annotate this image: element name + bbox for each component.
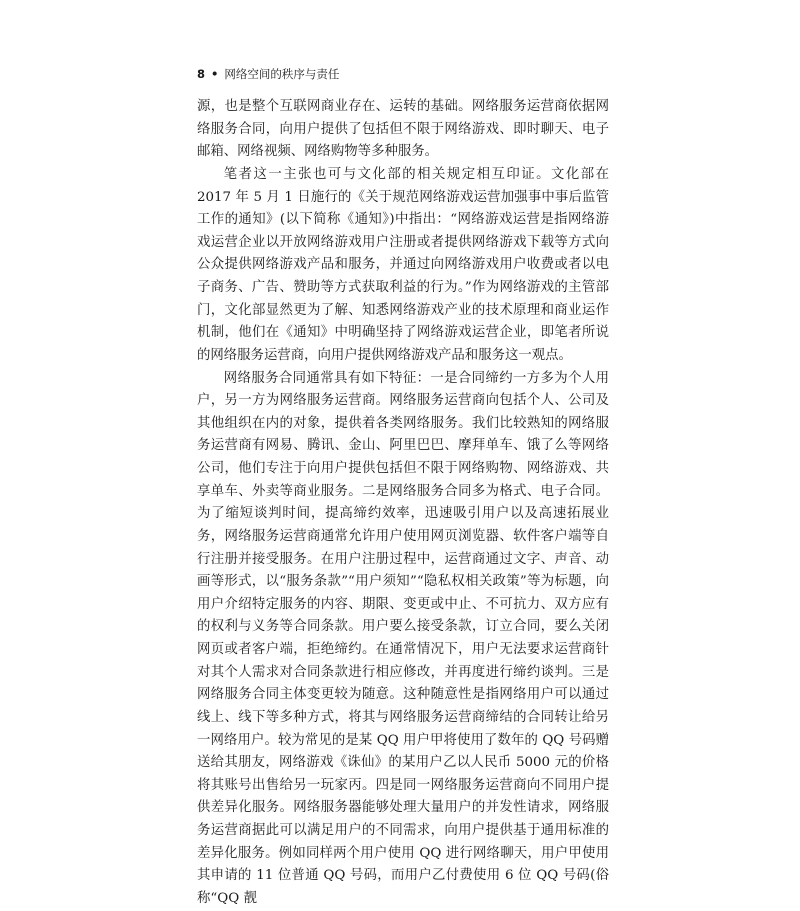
paragraph: 笔者这一主张也可与文化部的相关规定相互印证。文化部在 2017 年 5 月 1 日施行的《关于规范网络游戏运营加强事中事后监管工作的通知》(以下简称《通知》)中指出：“网络游戏运营是指网络游戏运营企业以开放网络游戏用户注册或者提供网络游戏下载等方式向公众提供网络游戏产品和服务，并通过向网络游戏用户收费或者以电子商务、广告、赞助等方式获取利益的行为。”作为网络游戏的主管部门，文化部显然更为了解、知悉网络游戏产业的技术原理和商业运作机制，他们在《通知》中明确坚持了网络游戏运营企业，即笔者所说的网络服务运营商，向用户提供网络游戏产品和服务这一观点。 — [197, 166, 609, 363]
page-number: 8 — [197, 67, 206, 81]
header-separator: • — [211, 67, 219, 81]
paragraph: 网络服务合同通常具有如下特征：一是合同缔约一方多为个人用户，另一方为网络服务运营商。网络服务运营商向包括个人、公司及其他组织在内的对象，提供着各类网络服务。我们比较熟知的网络服务运营商有网易、腾讯、金山、阿里巴巴、摩拜单车、饿了么等网络公司，他们专注于向用户提供包括但不限于网络购物、网络游戏、共享单车、外卖等商业服务。二是网络服务合同多为格式、电子合同。为了缩短谈判时间，提高缔约效率，迅速吸引用户以及高速拓展业务，网络服务运营商通常允许用户使用网页浏览器、软件客户端等自行注册并接受服务。在用户注册过程中，运营商通过文字、声音、动画等形式，以“服务条款”“用户须知”“隐私权相关政策”等为标题，向用户介绍特定服务的内容、期限、变更或中止、不可抗力、双方应有的权利与义务等合同条款。用户要么接受条款，订立合同，要么关闭网页或者客户端，拒绝缔约。在通常情况下，用户无法要求运营商针对其个人需求对合同条款进行相应修改，并再度进行缔约谈判。三是网络服务合同主体变更较为随意。这种随意性是指网络用户可以通过线上、线下等多种方式，将其与网络服务运营商缔结的合同转让给另一网络用户。较为常见的是某 QQ 用户甲将使用了数年的 QQ 号码赠送给其朋友，网络游戏《诛仙》的某用户乙以人民币 5000 元的价格将其账号出售给另一玩家丙。四是同一网络服务运营商向不同用户提供差异化服务。网络服务器能够处理大量用户的并发性请求，网络服务运营商据此可以满足用户的不同需求，向用户提供基于通用标准的差异化服务。例如同样两个用户使用 QQ 进行网络聊天，用户甲使用其申请的 11 位普通 QQ 号码，而用户乙付费使用 6 位 QQ 号码(俗称“QQ 靓 — [197, 370, 609, 906]
body-text — [197, 96, 609, 911]
running-title: 网络空间的秩序与责任 — [224, 67, 340, 81]
paragraph-continued: 源，也是整个互联网商业存在、运转的基础。网络服务运营商依据网络服务合同，向用户提供了包括但不限于网络游戏、即时聊天、电子邮箱、网络视频、网络购物等多种服务。 — [197, 99, 609, 160]
running-header — [197, 66, 339, 82]
